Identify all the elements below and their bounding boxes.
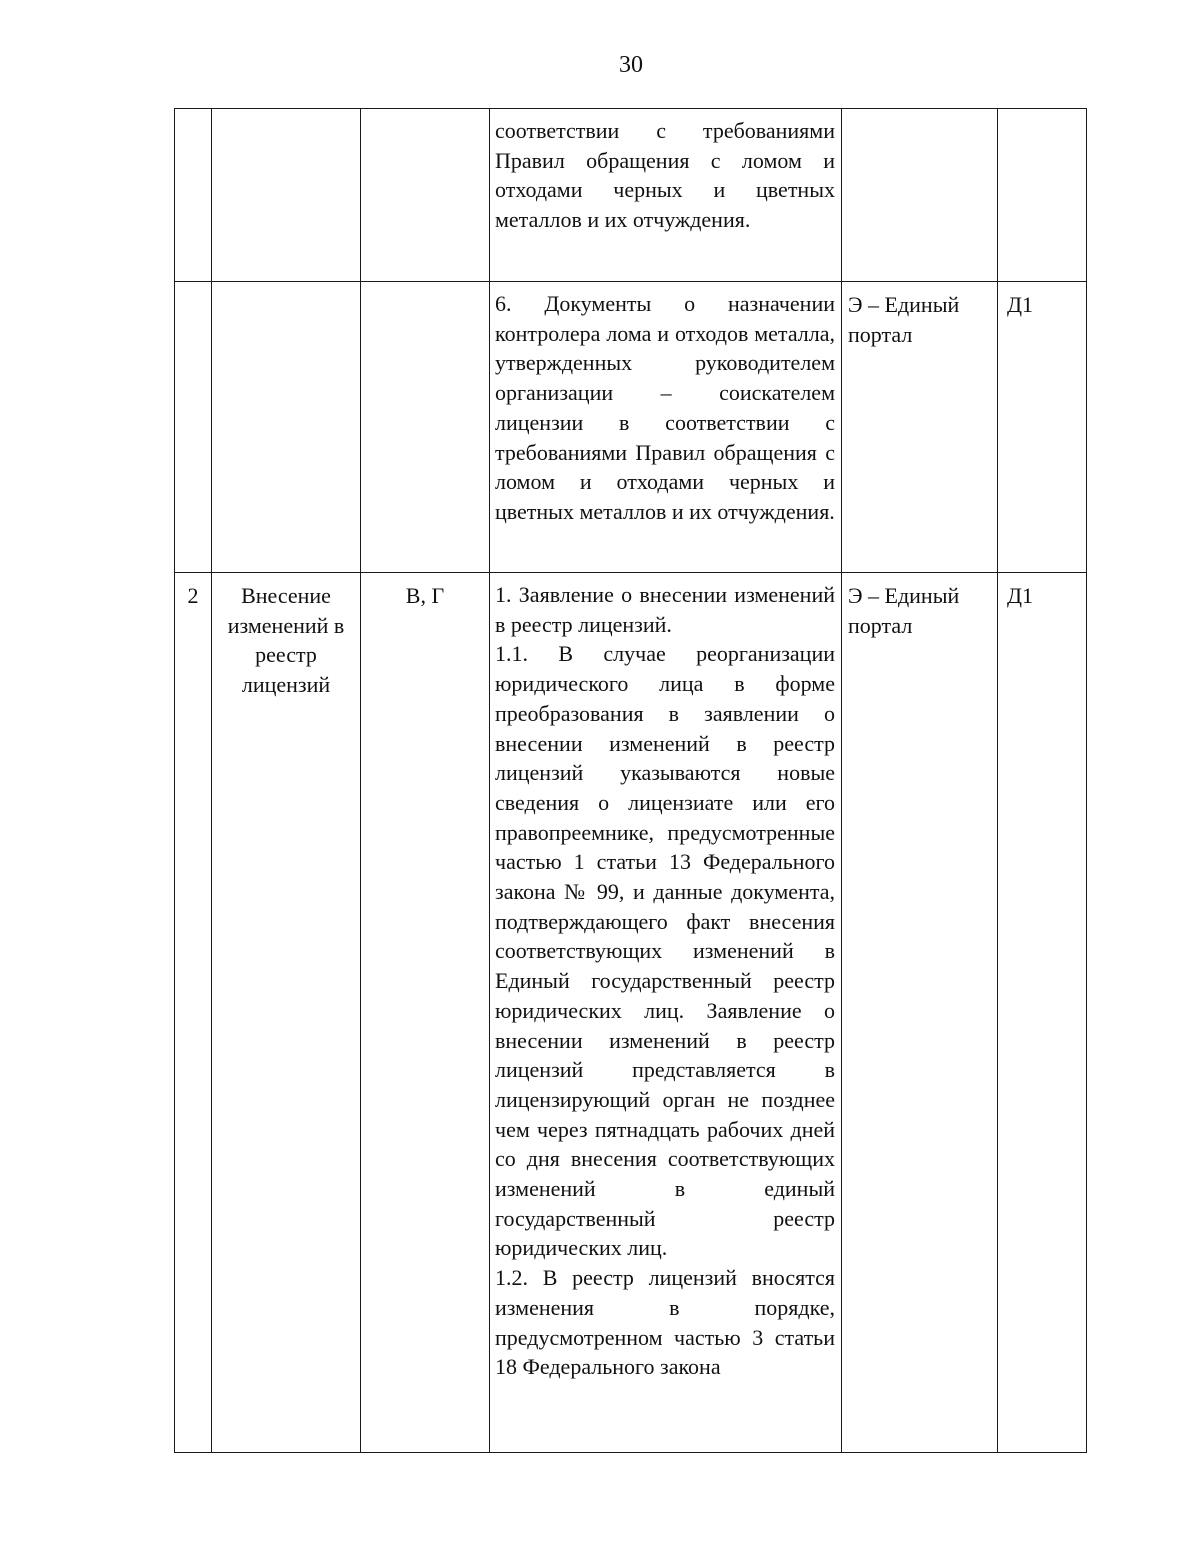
method-cell (842, 282, 998, 573)
category-cell (361, 573, 490, 1453)
service-name-cell (212, 282, 361, 573)
service-name-cell (212, 109, 361, 282)
service-name-cell (212, 573, 361, 1453)
method-cell (842, 573, 998, 1453)
method-cell (842, 109, 998, 282)
service-name: Внесение изменений в реестр лицензий (227, 583, 345, 698)
page-number: 30 (619, 52, 643, 78)
table-row (175, 573, 1087, 1453)
row-number-cell (175, 109, 212, 282)
code-text: Д1 (1007, 583, 1034, 608)
document-paragraph: 6. Документы о назначении контролера лома и отходов металла, утвержденных руководителем организации – соискателем лицензии в соответствии с требованиями Правил обращения с ломом и отходами черных и цветных металлов и их отчуждения. (495, 291, 835, 524)
code-cell (998, 109, 1087, 282)
category-text: В, Г (405, 583, 445, 608)
row-number-cell (175, 573, 212, 1453)
document-cell (490, 282, 842, 573)
code-cell (998, 573, 1087, 1453)
row-number: 2 (187, 583, 199, 608)
method-text: Э – Единый портал (848, 583, 960, 638)
category-cell (361, 109, 490, 282)
row-number-cell (175, 282, 212, 573)
method-text: Э – Единый портал (848, 292, 960, 347)
document-paragraph: 1.1. В случае реорганизации юридического лица в форме преобразования в заявлении о внесении изменений в реестр лицензий указываются новые сведения о лицензиате или его правопреемнике, предусмотренные частью 1 статьи 13 Федерального закона № 99, и данные документа, подтверждающего факт внесения соответствующих изменений в Единый государственный реестр юридических лиц. Заявление о внесении изменений в реестр лицензий представляется в лицензирующий орган не позднее чем через пятнадцать рабочих дней со дня внесения соответствующих изменений в единый государственный реестр юридических лиц. (495, 641, 835, 1261)
code-text: Д1 (1007, 292, 1034, 317)
category-cell (361, 282, 490, 573)
table-row (175, 282, 1087, 573)
document-cell (490, 573, 842, 1453)
document-paragraph: 1. Заявление о внесении изменений в реестр лицензий. (495, 582, 835, 637)
services-table (174, 108, 1087, 1453)
document-paragraph: соответствии с требованиями Правил обращения с ломом и отходами черных и цветных металлов и их отчуждения. (495, 118, 835, 233)
document-cell (490, 109, 842, 282)
code-cell (998, 282, 1087, 573)
table-row (175, 109, 1087, 282)
document-paragraph: 1.2. В реестр лицензий вносятся изменения в порядке, предусмотренном частью 3 статьи 18 Федерального закона (495, 1265, 835, 1380)
